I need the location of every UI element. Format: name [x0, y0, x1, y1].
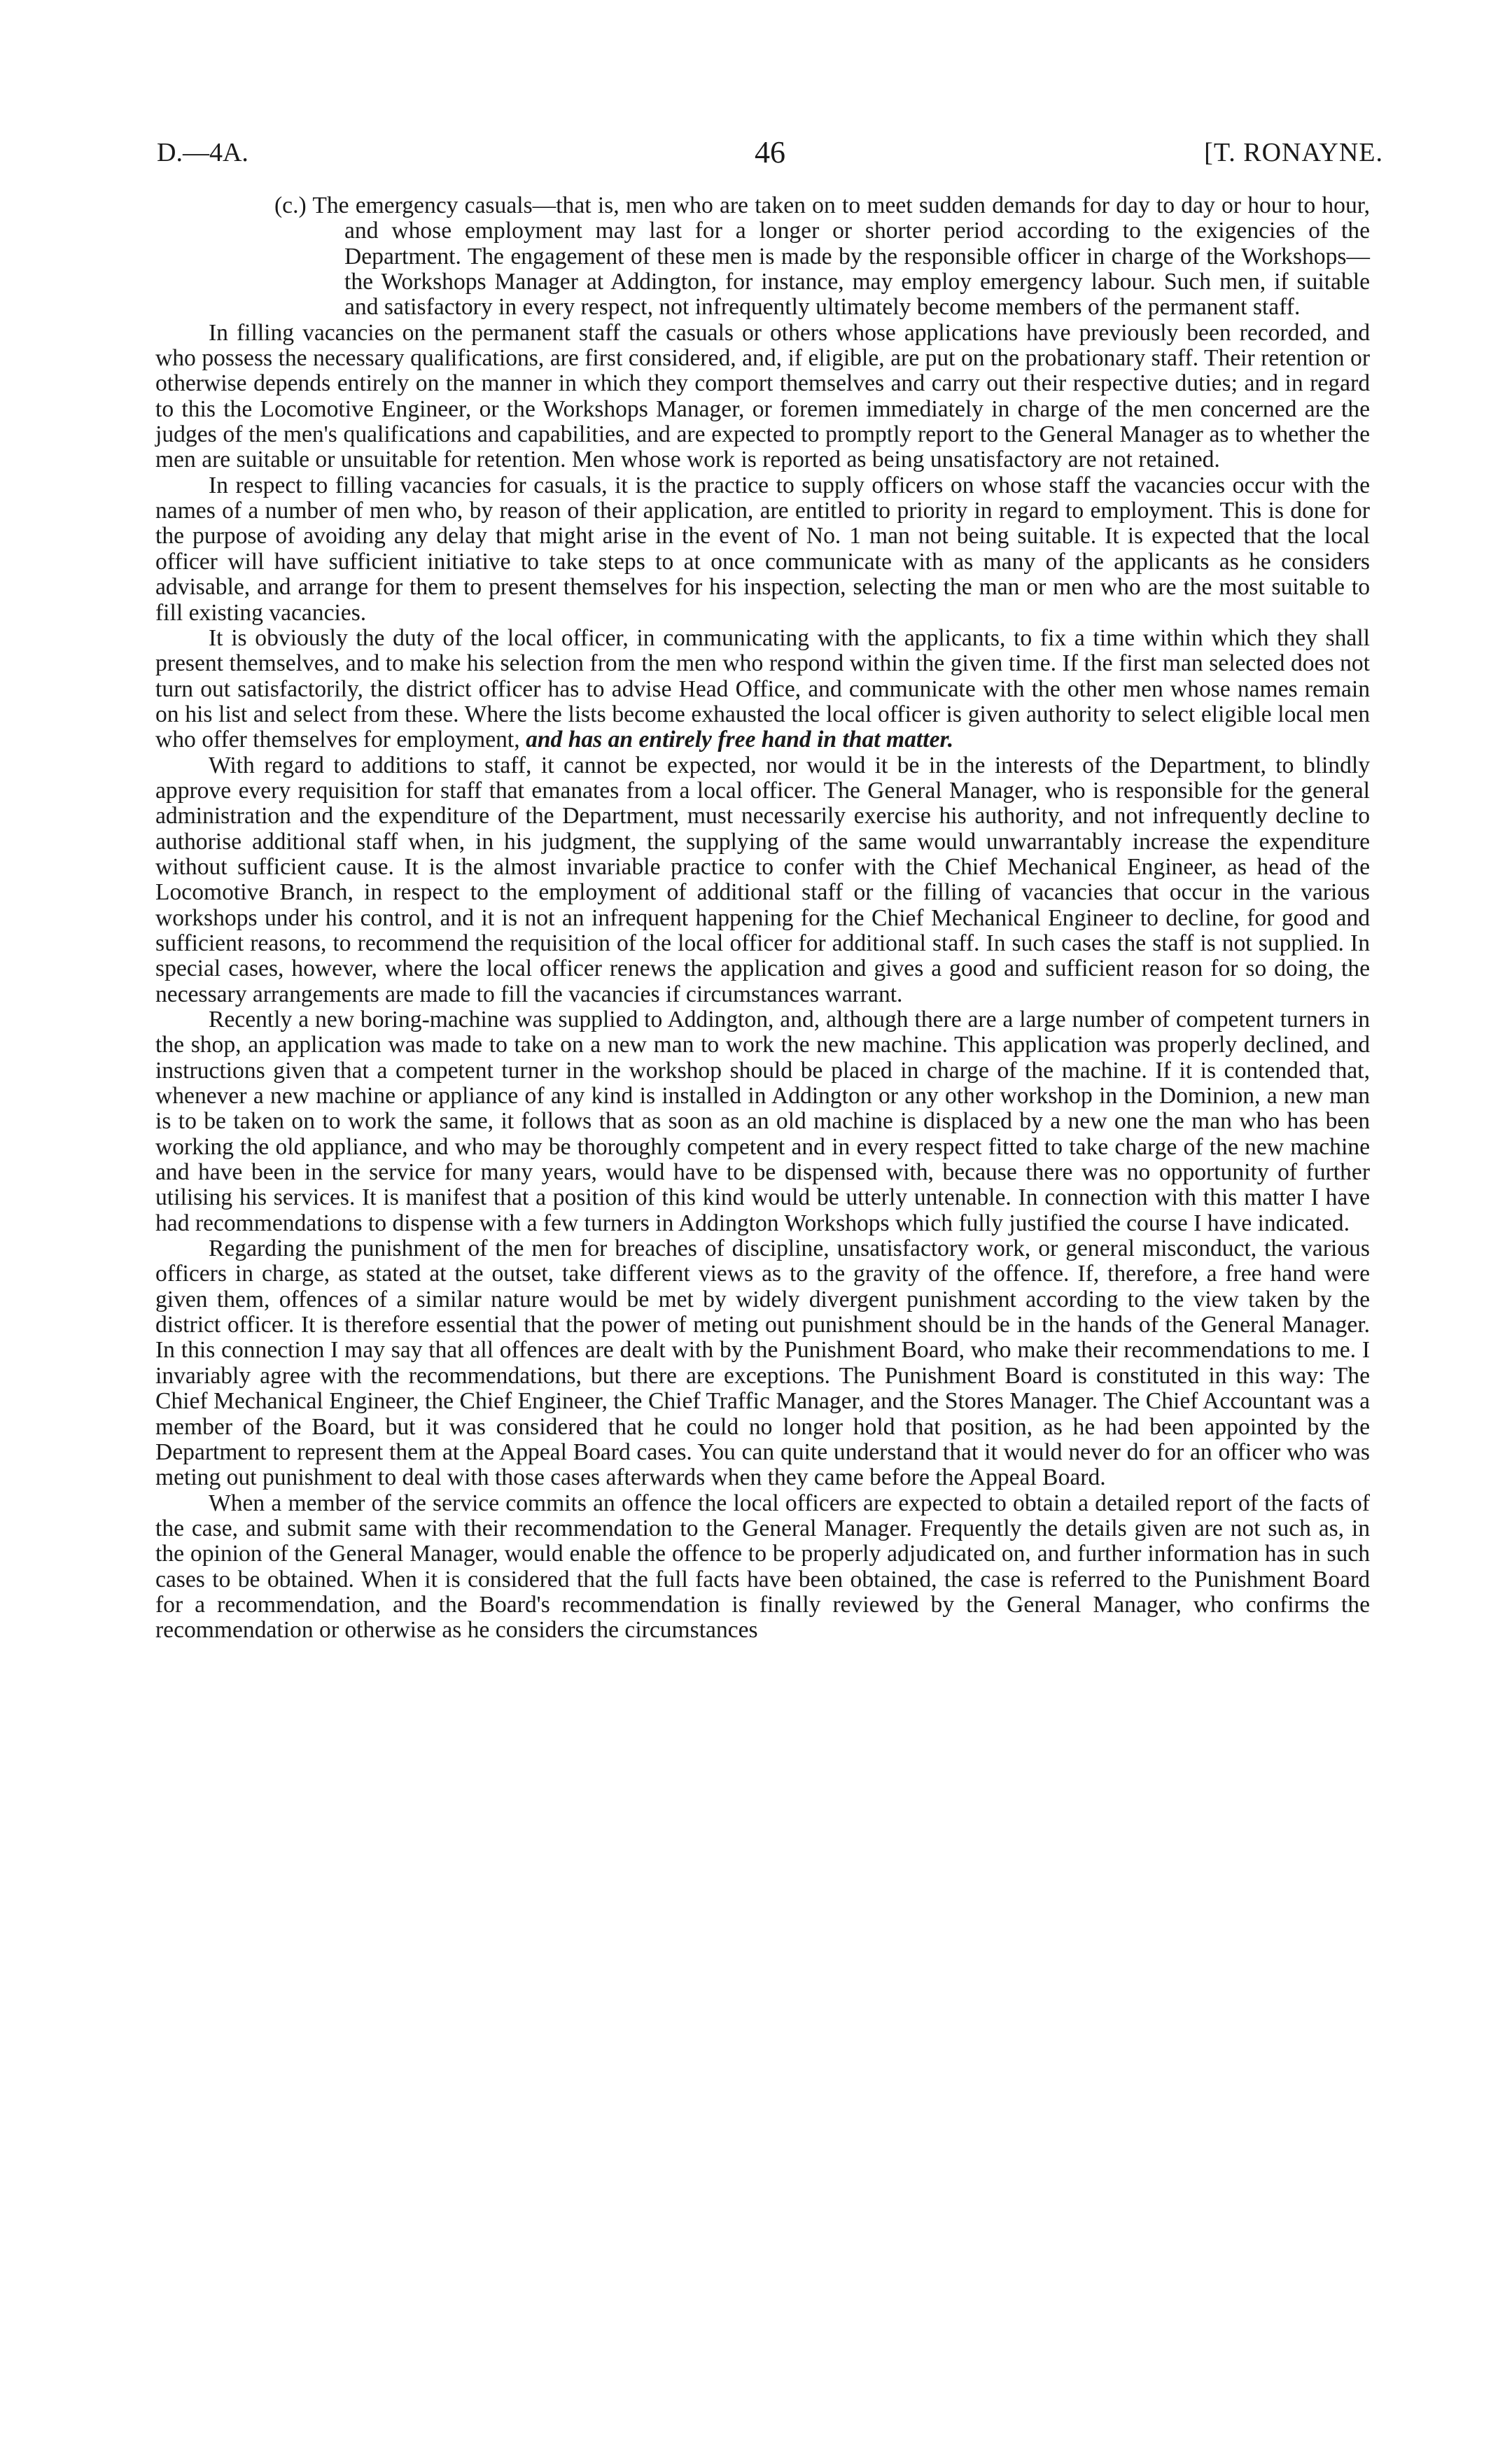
- paragraph-casual-vacancies: In respect to filling vacancies for casuals, it is the practice to supply officers on whose staff the vacancies occur with the names of a number of men who, by reason of their application, are entitled to priority in regard to employment. This is done for the purpose of avoiding any delay that might arise in the event of No. 1 man not being suitable. It is expected that the local officer will have sufficient initiative to take steps to at once communicate with as many of the applicants as he considers advisable, and arrange for them to present themselves for his inspection, selecting the man or men who are the most suitable to fill existing vacancies.: [155, 472, 1370, 626]
- paragraph-punishment: Regarding the punishment of the men for breaches of discipline, unsatisfactory work, or general misconduct, the various officers in charge, as stated at the outset, take different views as to the gravity of the offence. If, therefore, a free hand were given them, offences of a similar nature would be met by widely divergent punishment according to the view taken by the district officer. It is therefore essential that the power of meting out punishment should be in the hands of the General Manager. In this connection I may say that all offences are dealt with by the Punishment Board, who make their recommendations to me. I invariably agree with the recommendations, but there are exceptions. The Punishment Board is constituted in this way: The Chief Mechanical Engineer, the Chief Engineer, the Chief Traffic Manager, and the Stores Manager. The Chief Accountant was a member of the Board, but it was considered that he could no longer hold that position, as he had been appointed by the Department to represent them at the Appeal Board cases. You can quite understand that it would never do for an officer who was meting out punishment to deal with those cases afterwards when they came before the Appeal Board.: [155, 1236, 1370, 1491]
- paragraph-local-officer-duty: [155, 626, 1370, 753]
- list-item-text: The emergency casuals—that is, men who are taken on to meet sudden demands for day to day or hour to hour, and whose employment may last for a longer or shorter period according to the exigencies of the Department. The engagement of these men is made by the responsible officer in charge of the Workshops—the Workshops Manager at Addington, for instance, may employ emergency labour. Such men, if suitable and satisfactory in every respect, not infrequently ultimately become members of the permanent staff.: [312, 192, 1370, 321]
- witness-name: [T. RONAYNE.: [1204, 138, 1383, 167]
- paragraph-text: It is obviously the duty of the local officer, in communicating with the applicants, to fix a time within which they shall present themselves, and to make his selection from the men who respond within the given time. If the first man selected does not turn out satisfactorily, the district officer has to advise Head Office, and communicate with the other men whose names remain on his list and select from these. Where the lists become exhausted the local officer is given authority to select eligible local men who offer themselves for employment,: [155, 624, 1370, 753]
- paragraph-additions-to-staff: With regard to additions to staff, it cannot be expected, nor would it be in the interests of the Department, to blindly approve every requisition for staff that emanates from a local officer. The General Manager, who is responsible for the general administration and the expenditure of the Department, must necessarily exercise his authority, and not infrequently decline to authorise additional staff when, in his judgment, the supplying of the same would unwarrantably increase the expenditure without sufficient cause. It is the almost invariable practice to confer with the Chief Mechanical Engineer, as head of the Locomotive Branch, in respect to the employment of additional staff or the filling of vacancies that occur in the various workshops under his control, and it is not an infrequent happening for the Chief Mechanical Engineer to decline, for good and sufficient reasons, to recommend the requisition of the local officer for additional staff. In such cases the staff is not supplied. In special cases, however, where the local officer renews the application and gives a good and sufficient reason for so doing, the necessary arrangements are made to fill the vacancies if circumstances warrant.: [155, 752, 1370, 1007]
- document-reference: D.—4A.: [157, 138, 248, 167]
- page-number: 46: [755, 135, 785, 169]
- page-header: [157, 133, 1383, 172]
- emphasized-text: and has an entirely free hand in that matter.: [526, 727, 954, 753]
- list-item-c: [155, 193, 1370, 321]
- paragraph-offence-report: When a member of the service commits an offence the local officers are expected to obtain a detailed report of the facts of the case, and submit same with their recommendation to the General Manager. Frequently the details given are not such as, in the opinion of the General Manager, would enable the offence to be properly adjudicated on, and further information has in such cases to be obtained. When it is considered that the full facts have been obtained, the case is referred to the Punishment Board for a recommendation, and the Board's recommendation is finally reviewed by the General Manager, who confirms the recommendation or otherwise as he considers the circumstances: [155, 1490, 1370, 1644]
- list-item-label: (c.): [274, 192, 307, 218]
- paragraph-boring-machine: Recently a new boring-machine was supplied to Addington, and, although there are a large number of competent turners in the shop, an application was made to take on a new man to work the new machine. This application was properly declined, and instructions given that a competent turner in the workshop should be placed in charge of the machine. If it is contended that, whenever a new machine or appliance of any kind is installed in Addington or any other workshop in the Dominion, a new man is to be taken on to work the same, it follows that as soon as an old machine is displaced by a new one the man who has been working the old appliance, and who may be thoroughly competent and in every respect fitted to take charge of the new machine and have been in the service for many years, would have to be dispensed with, because there was no opportunity of further utilising his services. It is manifest that a position of this kind would be utterly untenable. In connection with this matter I have had recommendations to dispense with a few turners in Addington Workshops which fully justified the course I have indicated.: [155, 1007, 1370, 1236]
- document-body: [155, 193, 1370, 1644]
- paragraph-permanent-staff: In filling vacancies on the permanent staff the casuals or others whose applications have previously been recorded, and who possess the necessary qualifications, are first considered, and, if eligible, are put on the probationary staff. Their retention or otherwise depends entirely on the manner in which they comport themselves and carry out their respective duties; and in regard to this the Locomotive Engineer, or the Workshops Manager, or foremen immediately in charge of the men concerned are the judges of the men's qualifications and capabilities, and are expected to promptly report to the General Manager as to whether the men are suitable or unsuitable for retention. Men whose work is reported as being unsatisfactory are not retained.: [155, 319, 1370, 473]
